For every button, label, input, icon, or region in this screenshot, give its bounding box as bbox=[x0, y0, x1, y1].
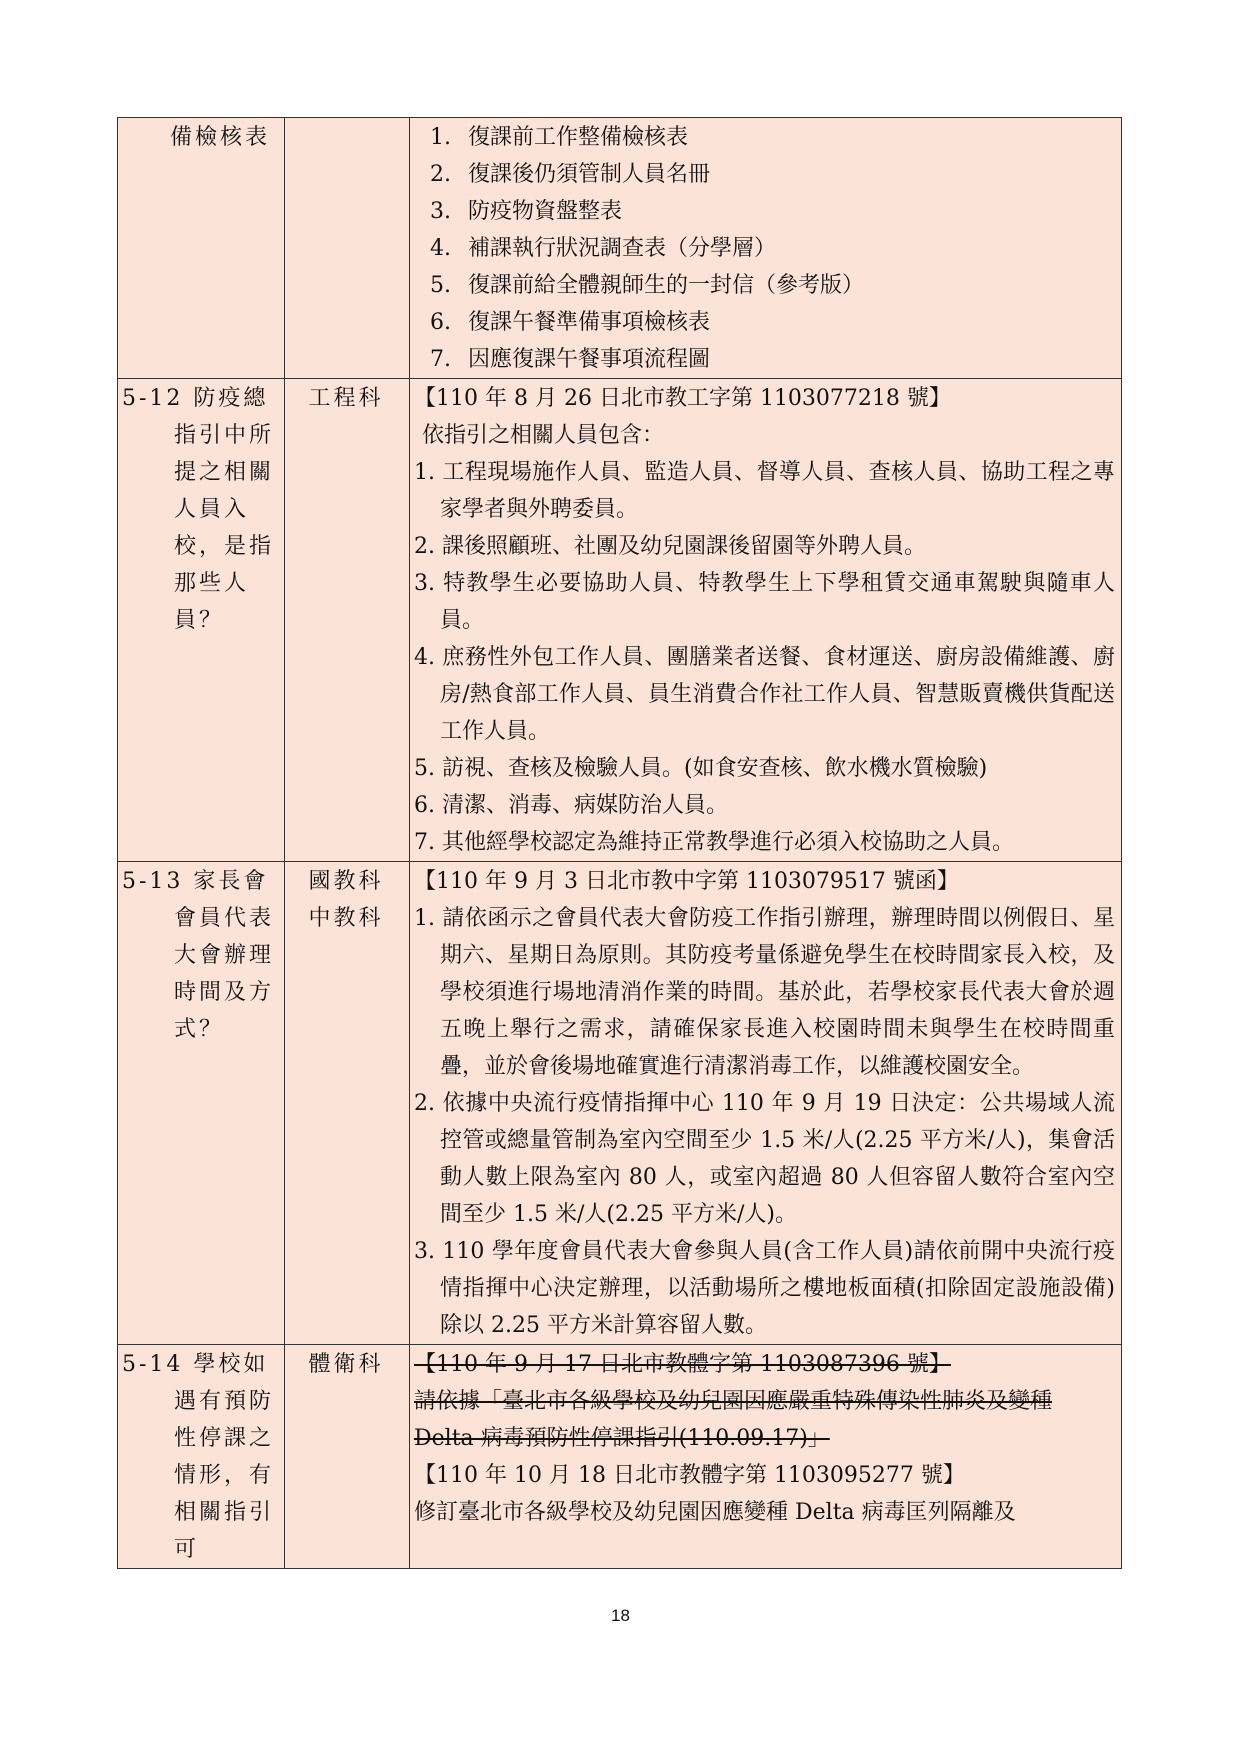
list-item: 3. 110 學年度會員代表大會參與人員(含工作人員)請依前開中央流行疫情指揮中心決定辦理，以活動場所之樓地板面積(扣除固定設施設備)除以 2.25 平方米計算容留人數。 bbox=[414, 1239, 1115, 1338]
list-item: 4. 庶務性外包工作人員、團膳業者送餐、食材運送、廚房設備維護、廚房/熱食部工作人員、員生消費合作社工作人員、智慧販賣機供貨配送工作人員。 bbox=[414, 645, 1115, 744]
list-item: 3. 防疫物資盤整表 bbox=[430, 199, 623, 224]
topic-text: 5-14 學校如遇有預防性停課之情形，有相關指引可 bbox=[122, 1352, 275, 1562]
unit-cell bbox=[285, 1345, 410, 1569]
topic-text: 5-13 家長會會員代表大會辦理時間及方式？ bbox=[122, 869, 275, 1042]
topic-cell bbox=[118, 379, 285, 862]
list-item: 6. 復課午餐準備事項檢核表 bbox=[430, 310, 711, 335]
answer-cell bbox=[410, 118, 1122, 379]
list-item: 7. 其他經學校認定為維持正常教學進行必須入校協助之人員。 bbox=[414, 830, 1014, 855]
list-item: 1. 請依函示之會員代表大會防疫工作指引辦理，辦理時間以例假日、星期六、星期日為原則。其防疫考量係避免學生在校時間家長入校，及學校須進行場地清消作業的時間。基於此，若學校家長代表大會於週五晚上舉行之需求，請確保家長進入校園時間未與學生在校時間重疊，並於會後場地確實進行清潔消毒工作，以維護校園安全。 bbox=[414, 906, 1115, 1079]
table-row bbox=[118, 379, 1122, 862]
list-item: 5. 訪視、查核及檢驗人員。(如食安查核、飲水機水質檢驗) bbox=[414, 756, 988, 781]
answer-text: 修訂臺北市各級學校及幼兒園因應變種 Delta 病毒匡列隔離及 bbox=[414, 1500, 1016, 1525]
answer-cell bbox=[410, 379, 1122, 862]
topic-cell bbox=[118, 118, 285, 379]
answer-cell bbox=[410, 862, 1122, 1345]
struck-document-reference: 【110 年 9 月 17 日北市教體字第 1103087396 號】 bbox=[414, 1352, 951, 1377]
table-row bbox=[118, 1345, 1122, 1569]
topic-text: 備檢核表 bbox=[170, 125, 271, 150]
document-reference: 【110 年 8 月 26 日北市教工字第 1103077218 號】 bbox=[414, 386, 951, 411]
struck-text: 請依據「臺北市各級學校及幼兒園因應嚴重特殊傳染性肺炎及變種 Delta 病毒預防性停課指引(110.09.17)」 bbox=[414, 1389, 1053, 1451]
page-number: 18 bbox=[611, 1606, 630, 1625]
faq-table bbox=[117, 117, 1122, 1569]
list-item: 2. 復課後仍須管制人員名冊 bbox=[430, 162, 711, 187]
topic-cell bbox=[118, 1345, 285, 1569]
document-reference: 【110 年 9 月 3 日北市教中字第 1103079517 號函】 bbox=[414, 869, 959, 894]
topic-cell bbox=[118, 862, 285, 1345]
unit-cell bbox=[285, 379, 410, 862]
list-item: 4. 補課執行狀況調查表（分學層） bbox=[430, 236, 777, 261]
unit-text: 中教科 bbox=[308, 906, 384, 931]
table-row bbox=[118, 862, 1122, 1345]
table-row bbox=[118, 118, 1122, 379]
document-reference: 【110 年 10 月 18 日北市教體字第 1103095277 號】 bbox=[414, 1463, 965, 1488]
intro-text: 依指引之相關人員包含： bbox=[422, 423, 665, 448]
list-item: 3. 特教學生必要協助人員、特教學生上下學租賃交通車駕駛與隨車人員。 bbox=[414, 571, 1115, 633]
unit-text: 體衛科 bbox=[308, 1352, 384, 1377]
list-item: 1. 工程現場施作人員、監造人員、督導人員、查核人員、協助工程之專家學者與外聘委員。 bbox=[414, 460, 1115, 522]
list-item: 5. 復課前給全體親師生的一封信（參考版） bbox=[430, 273, 865, 298]
list-item: 2. 依據中央流行疫情指揮中心 110 年 9 月 19 日決定：公共場域人流控管或總量管制為室內空間至少 1.5 米/人(2.25 平方米/人)，集會活動人數上限為室內 80 人，或室內超過 80 人但容留人數符合室內空間至少 1.5 米/人(2.25 平方米/人)。 bbox=[414, 1091, 1115, 1227]
list-item: 2. 課後照顧班、社團及幼兒園課後留園等外聘人員。 bbox=[414, 534, 926, 559]
list-item: 7. 因應復課午餐事項流程圖 bbox=[430, 347, 711, 372]
unit-cell bbox=[285, 862, 410, 1345]
answer-cell bbox=[410, 1345, 1122, 1569]
unit-cell bbox=[285, 118, 410, 379]
unit-text: 工程科 bbox=[308, 386, 384, 411]
list-item: 6. 清潔、消毒、病媒防治人員。 bbox=[414, 793, 728, 818]
unit-text: 國教科 bbox=[308, 869, 384, 894]
topic-text: 5-12 防疫總指引中所提之相關人員入校，是指那些人員？ bbox=[122, 386, 275, 633]
list-item: 1. 復課前工作整備檢核表 bbox=[430, 125, 689, 150]
